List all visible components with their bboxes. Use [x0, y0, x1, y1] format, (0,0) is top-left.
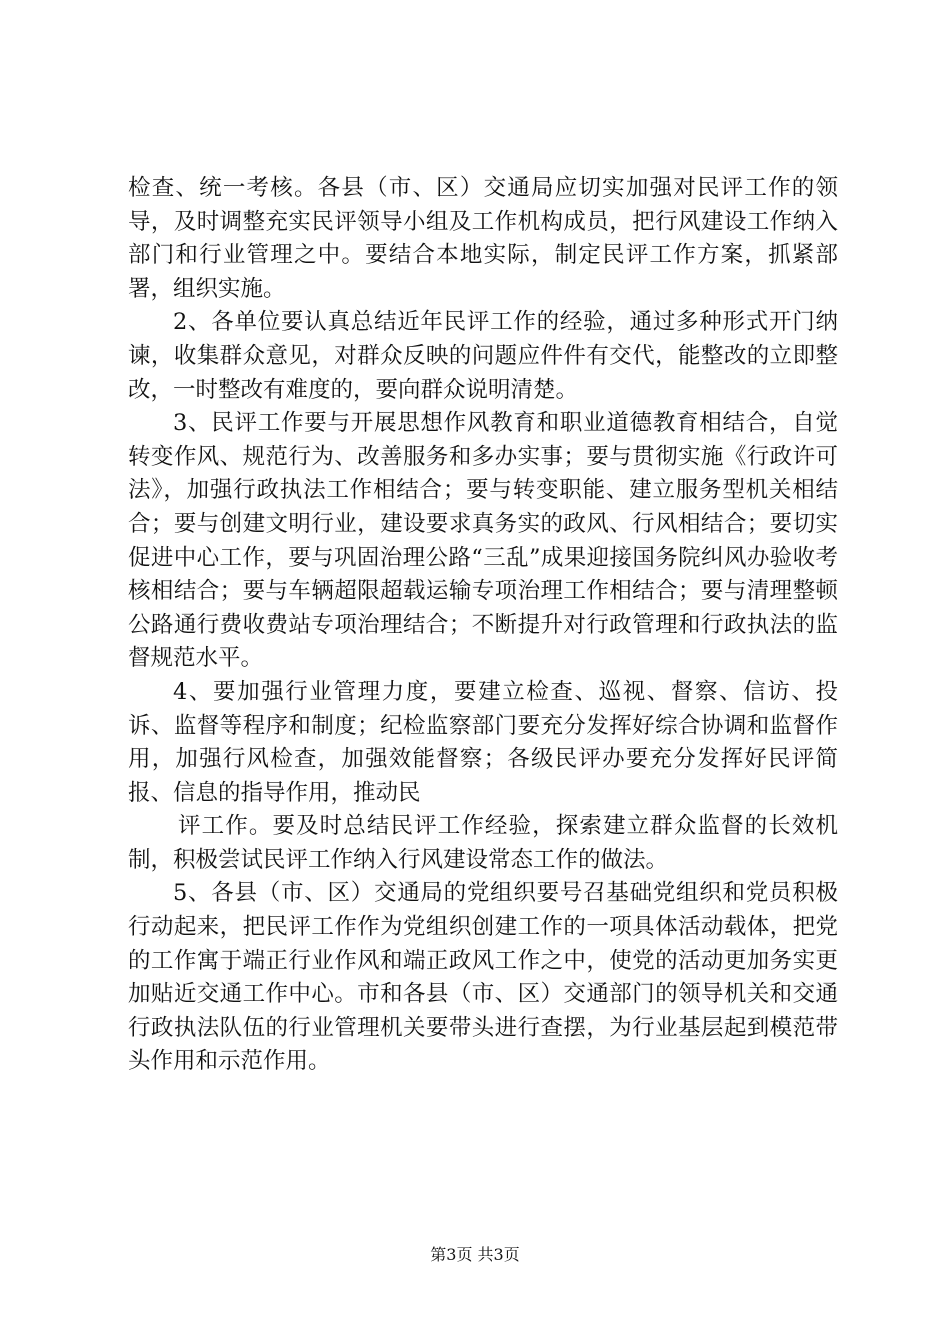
paragraph-1: 检查、统一考核。各县（市、区）交通局应切实加强对民评工作的领导，及时调整充实民评领导小组及工作机构成员，把行风建设工作纳入部门和行业管理之中。要结合本地实际，制定民评工作方案，抓紧部署，组织实施。 [128, 175, 838, 302]
paragraph-3: 3、民评工作要与开展思想作风教育和职业道德教育相结合，自觉转变作风、规范行为、改善服务和多办实事；要与贯彻实施《行政许可法》，加强行政执法工作相结合；要与转变职能、建立服务型机关相结合；要与创建文明行业，建设要求真务实的政风、行风相结合；要切实促进中心工作，要与巩固治理公路“三乱”成果迎接国务院纠风办验收考核相结合；要与车辆超限超载运输专项治理工作相结合；要与清理整顿公路通行费收费站专项治理结合；不断提升对行政管理和行政执法的监督规范水平。 [128, 410, 838, 672]
paragraph-2: 2、各单位要认真总结近年民评工作的经验，通过多种形式开门纳谏，收集群众意见，对群众反映的问题应件件有交代，能整改的立即整改，一时整改有难度的，要向群众说明清楚。 [128, 309, 838, 403]
paragraph-5: 评工作。要及时总结民评工作经验，探索建立群众监督的长效机制，积极尝试民评工作纳入行风建设常态工作的做法。 [128, 813, 838, 873]
paragraph-4: 4、要加强行业管理力度，要建立检查、巡视、督察、信访、投诉、监督等程序和制度；纪检监察部门要充分发挥好综合协调和监督作用，加强行风检查，加强效能督察；各级民评办要充分发挥好民评简报、信息的指导作用，推动民 [128, 678, 838, 806]
paragraph-6: 5、各县（市、区）交通局的党组织要号召基础党组织和党员积极行动起来，把民评工作作为党组织创建工作的一项具体活动载体，把党的工作寓于端正行业作风和端正政风工作之中，使党的活动更加务实更加贴近交通工作中心。市和各县（市、区）交通部门的领导机关和交通行政执法队伍的行业管理机关要带头进行查摆，为行业基层起到模范带头作用和示范作用。 [128, 880, 838, 1075]
document-body [128, 172, 838, 1079]
page-number-footer: 第3页 共3页 [430, 1245, 520, 1264]
